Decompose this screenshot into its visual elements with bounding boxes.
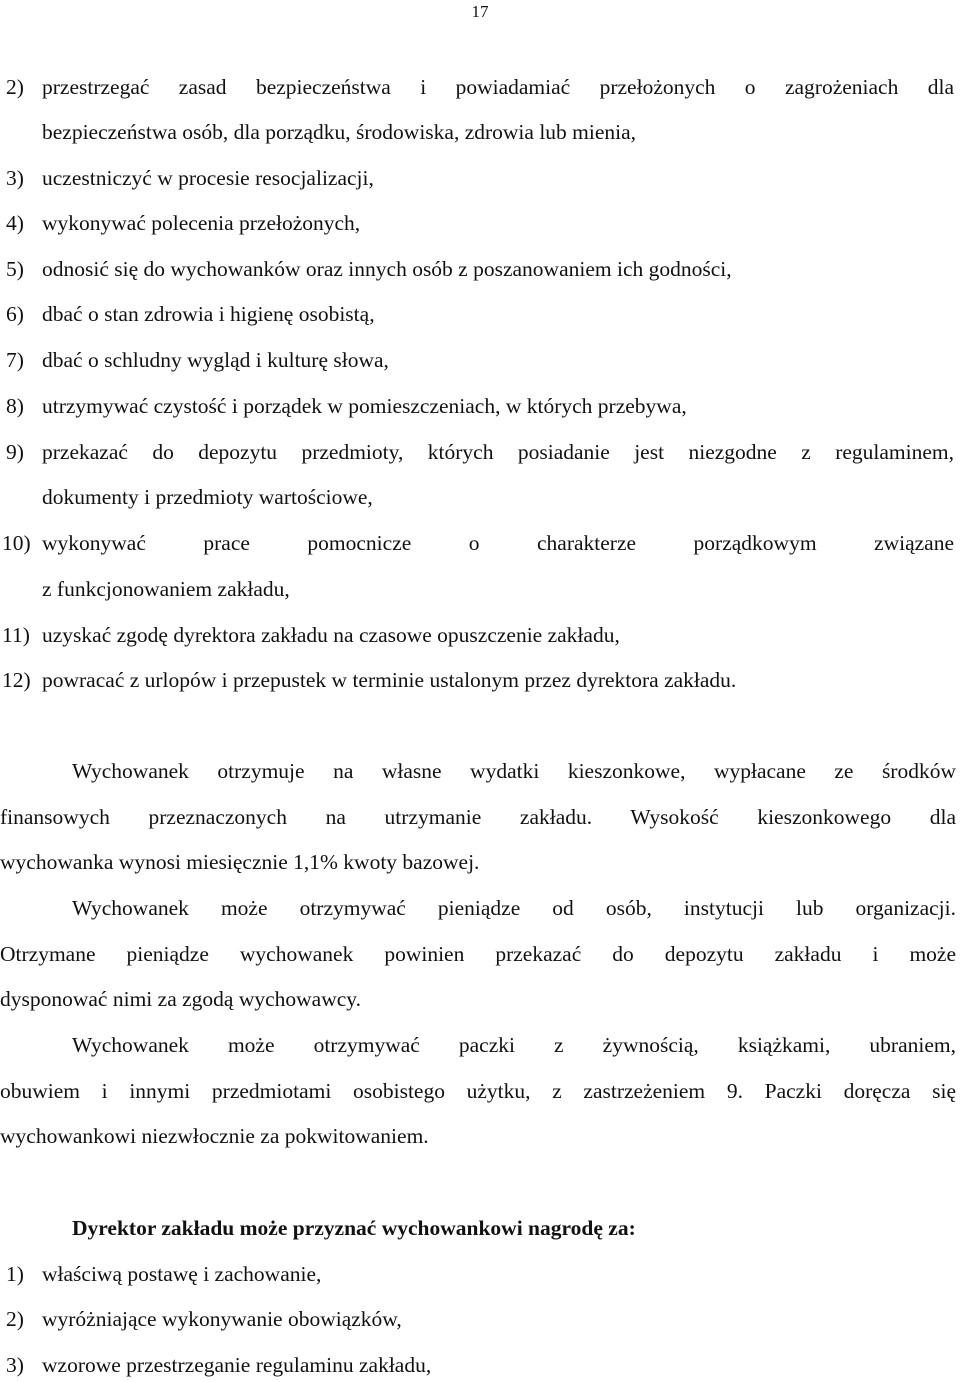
- list-item-text: dbać o stan zdrowia i higienę osobistą,: [42, 302, 375, 326]
- list-item-number: 9): [6, 440, 24, 464]
- page-number: 17: [471, 2, 489, 21]
- list-item-number: 6): [6, 302, 24, 326]
- paragraph-text: Otrzymane pieniądze wychowanek powinien przekazać do depozytu zakładu i może: [0, 942, 956, 966]
- list-item-number: 12): [2, 668, 31, 692]
- list-item-text: właściwą postawę i zachowanie,: [42, 1262, 322, 1286]
- paragraph-text: obuwiem i innymi przedmiotami osobistego użytku, z zastrzeżeniem 9. Paczki doręcza się: [0, 1079, 956, 1103]
- paragraph-text: Wychowanek może otrzymywać pieniądze od osób, instytucji lub organizacji.: [72, 896, 956, 920]
- list-item-text: wykonywać prace pomocnicze o charakterze porządkowym związane: [42, 531, 954, 555]
- paragraph-text: finansowych przeznaczonych na utrzymanie zakładu. Wysokość kieszonkowego dla: [0, 805, 956, 829]
- list-item-text: dokumenty i przedmioty wartościowe,: [42, 485, 373, 509]
- list-item-number: 4): [6, 211, 24, 235]
- list-item-text: utrzymywać czystość i porządek w pomieszczeniach, w których przebywa,: [42, 394, 687, 418]
- list-item-number: 3): [6, 166, 24, 190]
- paragraph-text: Wychowanek otrzymuje na własne wydatki kieszonkowe, wypłacane ze środków: [72, 759, 956, 783]
- list-item-number: 8): [6, 394, 24, 418]
- list-item-text: wykonywać polecenia przełożonych,: [42, 211, 361, 235]
- list-item-number: 2): [6, 75, 24, 99]
- list-item-number: 10): [2, 531, 31, 555]
- list-item-number: 7): [6, 348, 24, 372]
- list-item-number: 5): [6, 257, 24, 281]
- paragraph-text: wychowanka wynosi miesięcznie 1,1% kwoty bazowej.: [0, 850, 480, 874]
- list-item-text: wyróżniające wykonywanie obowiązków,: [42, 1307, 402, 1331]
- list-item-number: 11): [2, 623, 30, 647]
- section-heading: Dyrektor zakładu może przyznać wychowankowi nagrodę za:: [72, 1216, 636, 1240]
- list-item-number: 1): [6, 1262, 24, 1286]
- paragraph-text: dysponować nimi za zgodą wychowawcy.: [0, 987, 362, 1011]
- list-item-text: przestrzegać zasad bezpieczeństwa i powiadamiać przełożonych o zagrożeniach dla: [42, 75, 954, 99]
- list-item-text: wzorowe przestrzeganie regulaminu zakładu,: [42, 1353, 432, 1377]
- list-item-number: 2): [6, 1307, 24, 1331]
- list-item-text: uczestniczyć w procesie resocjalizacji,: [42, 166, 374, 190]
- list-item-text: przekazać do depozytu przedmioty, których posiadanie jest niezgodne z regulaminem,: [42, 440, 954, 464]
- paragraph-text: Wychowanek może otrzymywać paczki z żywnością, książkami, ubraniem,: [72, 1033, 956, 1057]
- list-item-number: 3): [6, 1353, 24, 1377]
- list-item-text: z funkcjonowaniem zakładu,: [42, 577, 290, 601]
- list-item-text: bezpieczeństwa osób, dla porządku, środowiska, zdrowia lub mienia,: [42, 120, 637, 144]
- list-item-text: odnosić się do wychowanków oraz innych osób z poszanowaniem ich godności,: [42, 257, 732, 281]
- list-item-text: dbać o schludny wygląd i kulturę słowa,: [42, 348, 389, 372]
- paragraph-text: wychowankowi niezwłocznie za pokwitowaniem.: [0, 1124, 429, 1148]
- list-item-text: uzyskać zgodę dyrektora zakładu na czasowe opuszczenie zakładu,: [42, 623, 620, 647]
- list-item-text: powracać z urlopów i przepustek w terminie ustalonym przez dyrektora zakładu.: [42, 668, 737, 692]
